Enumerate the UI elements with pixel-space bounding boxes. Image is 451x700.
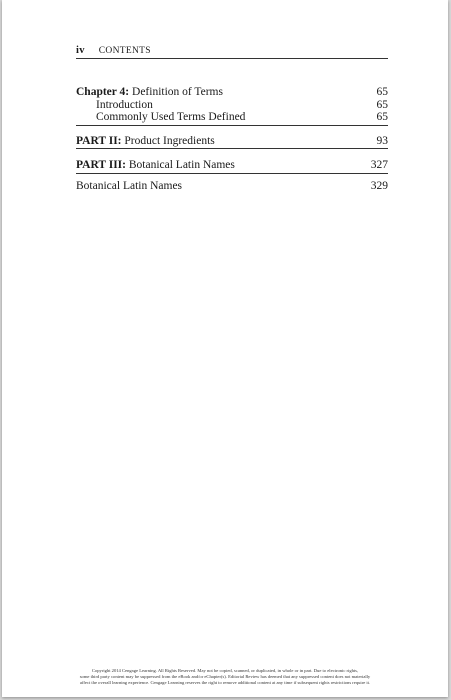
toc-entry-prefix: PART II: — [76, 134, 122, 147]
toc-entry-page: 329 — [370, 179, 388, 192]
toc-entry-part-3 — [76, 159, 388, 174]
toc-entry-part-2 — [76, 135, 388, 150]
toc-entry-prefix: PART III: — [76, 159, 126, 171]
toc-entry-page: 93 — [376, 134, 388, 147]
copyright-notice — [30, 668, 420, 686]
copyright-line: Copyright 2014 Cengage Learning. All Rights Reserved. May not be copied, scanned, or duplicated, in whole or in part. Due to electronic rights, — [91, 668, 359, 673]
toc-entry-page: 65 — [376, 111, 388, 123]
toc-entry-title: Definition of Terms — [129, 86, 223, 98]
toc-entry-prefix: Chapter 4: — [76, 86, 130, 98]
toc-entry-page: 65 — [376, 98, 388, 111]
toc-entry-introduction — [76, 99, 388, 112]
toc-entry-title: Commonly Used Terms Defined — [96, 111, 246, 123]
toc-entry-terms-defined — [76, 111, 388, 126]
document-page — [2, 0, 448, 697]
table-of-contents — [76, 86, 388, 192]
running-head-title: CONTENTS — [98, 46, 151, 56]
toc-entry-title: Introduction — [96, 98, 153, 111]
copyright-line: some third party content may be suppressed from the eBook and/or eChapter(s). Editorial Review has deemed that any suppressed content does not materially — [79, 674, 371, 679]
page-number: iv — [76, 45, 85, 56]
toc-entry-page: 65 — [376, 86, 388, 98]
toc-entry-title: Botanical Latin Names — [125, 159, 235, 171]
toc-entry-title: Botanical Latin Names — [76, 179, 183, 192]
toc-entry-title: Product Ingredients — [121, 134, 215, 147]
copyright-line: affect the overall learning experience. Cengage Learning reserves the right to remove additional content at any time if subsequent rights restrictions require it. — [79, 680, 371, 685]
toc-entry-page: 327 — [370, 159, 388, 171]
toc-entry-chapter-4 — [76, 86, 388, 99]
toc-entry-botanical-latin-names — [76, 180, 388, 193]
running-head — [76, 45, 388, 59]
